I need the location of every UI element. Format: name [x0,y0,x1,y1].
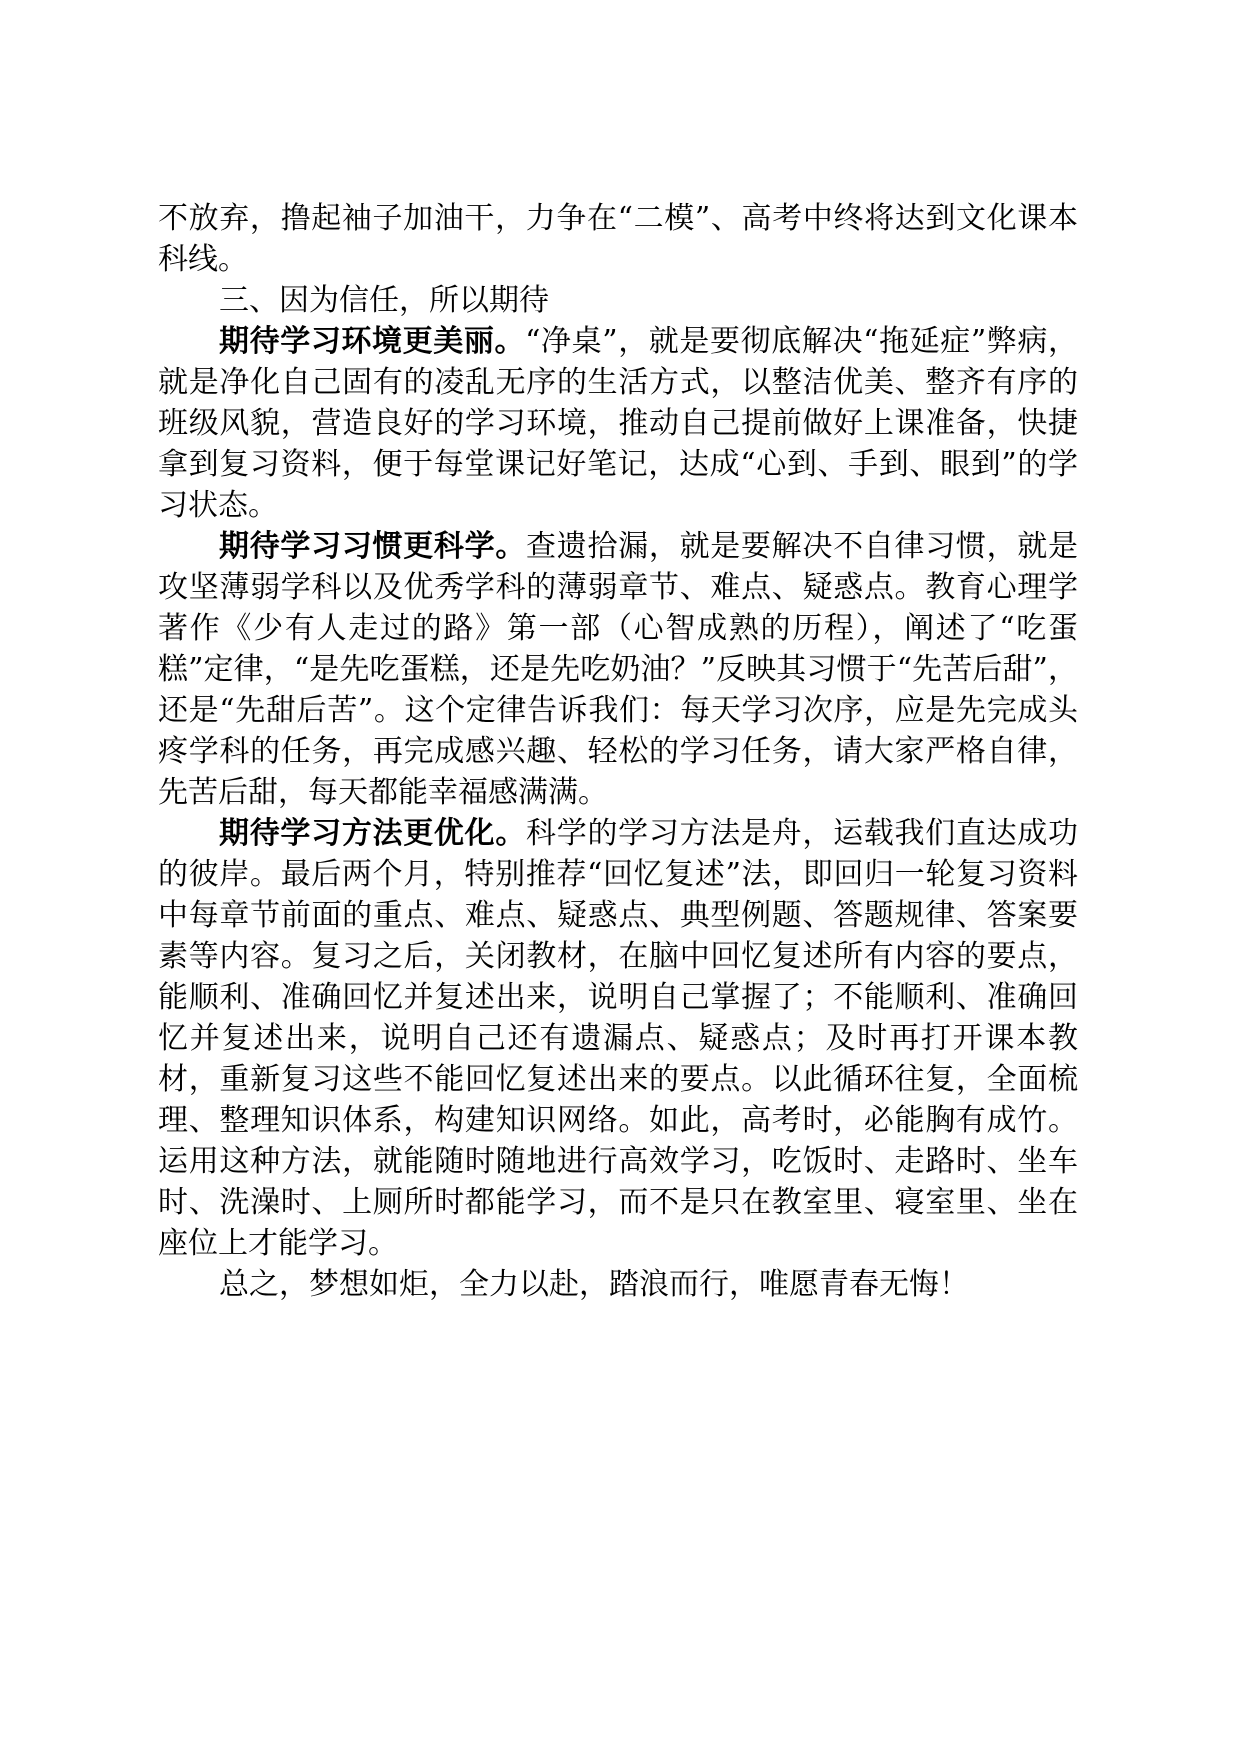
paragraph-body: 科学的学习方法是舟，运载我们直达成功的彼岸。最后两个月，特别推荐“回忆复述”法，即回归一轮复习资料中每章节前面的重点、难点、疑惑点、典型例题、答题规律、答案要素等内容。复习之后，关闭教材，在脑中回忆复述所有内容的要点，能顺利、准确回忆并复述出来，说明自己掌握了；不能顺利、准确回忆并复述出来，说明自己还有遗漏点、疑惑点；及时再打开课本教材，重新复习这些不能回忆复述出来的要点。以此循环往复，全面梳理、整理知识体系，构建知识网络。如此，高考时，必能胸有成竹。运用这种方法，就能随时随地进行高效学习，吃饭时、走路时、坐车时、洗澡时、上厕所时都能学习，而不是只在教室里、寝室里、坐在座位上才能学习。 [158,816,1079,1261]
conclusion-paragraph: 总之，梦想如炬，全力以赴，踏浪而行，唯愿青春无悔！ [219,1267,969,1302]
paragraph-lead: 期待学习方法更优化。 [219,816,527,851]
paragraph-body: “净桌”，就是要彻底解决“拖延症”弊病，就是净化自己固有的凌乱无序的生活方式，以整洁优美、整齐有序的班级风貌，营造良好的学习环境，推动自己提前做好上课准备，快捷拿到复习资料，便于每堂课记好笔记，达成“心到、手到、眼到”的学习状态。 [158,324,1078,523]
section-heading: 三、因为信任，所以期待 [219,283,549,318]
paragraph-habits [158,526,1078,813]
paragraph-body: 查遗拾漏，就是要解决不自律习惯，就是攻坚薄弱学科以及优秀学科的薄弱章节、难点、疑惑点。教育心理学著作《少有人走过的路》第一部（心智成熟的历程），阐述了“吃蛋糕”定律，“是先吃蛋糕，还是先吃奶油？”反映其习惯于“先苦后甜”，还是“先甜后苦”。这个定律告诉我们：每天学习次序，应是先完成头疼学科的任务，再完成感兴趣、轻松的学习任务，请大家严格自律，先苦后甜，每天都能幸福感满满。 [158,529,1079,810]
continuation-paragraph: 不放弃，撸起袖子加油干，力争在“二模”、高考中终将达到文化课本科线。 [158,201,1078,277]
paragraph-lead: 期待学习环境更美丽。 [219,324,526,359]
document-page [158,198,1078,1305]
paragraph-lead: 期待学习习惯更科学。 [219,529,527,564]
paragraph-methods [158,813,1078,1264]
paragraph-environment [158,321,1078,526]
